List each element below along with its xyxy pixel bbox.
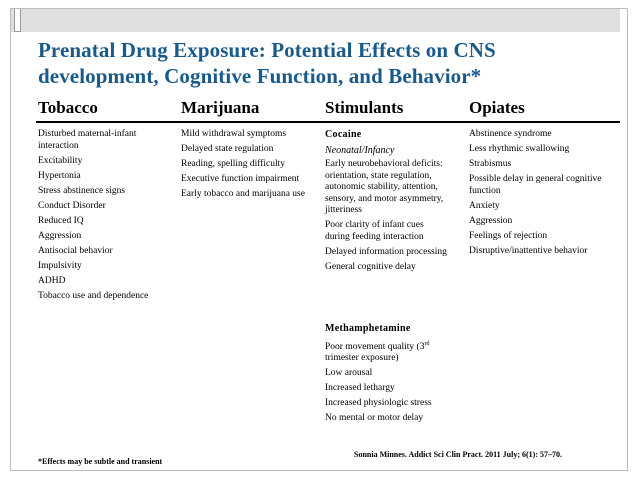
list-item: Reading, spelling difficulty: [181, 159, 286, 169]
list-item: Early tobacco and marijuana use: [181, 189, 305, 199]
list-item: Mild withdrawal symptoms: [181, 129, 287, 139]
title-line-1: Prenatal Drug Exposure: Potential Effects on CNS: [38, 38, 496, 62]
list-item: Impulsivity: [38, 260, 82, 271]
list-item: Anxiety: [469, 200, 500, 211]
header-tobacco: Tobacco: [38, 98, 98, 117]
list-item: Excitability: [38, 155, 83, 166]
list-item: Conduct Disorder: [38, 200, 106, 211]
cocaine-label: Cocaine: [325, 129, 362, 140]
marijuana-column: [181, 129, 311, 204]
list-item: Delayed state regulation: [181, 144, 274, 154]
list-item: Early neurobehavioral deficits: orientation, state regulation, autonomic stability, attention, sensory, and motor asymmetry, jitteriness: [325, 159, 444, 215]
list-item: No mental or motor delay: [325, 413, 424, 424]
opiates-column: [469, 129, 609, 261]
stimulants-meth-section: [325, 323, 450, 428]
meth-first-post: trimester exposure): [325, 353, 399, 364]
header-marijuana: Marijuana: [181, 98, 260, 117]
meth-first-pre: Poor movement quality (3: [325, 341, 425, 352]
list-item: Hypertonia: [38, 170, 81, 181]
list-item: Poor clarity of infant cues during feeding interaction: [325, 220, 424, 242]
list-item: [325, 339, 450, 365]
list-item: Disruptive/inattentive behavior: [469, 245, 588, 256]
list-item: Stress abstinence signs: [38, 185, 126, 196]
stimulants-cocaine-section: [325, 129, 450, 277]
list-item: Increased physiologic stress: [325, 398, 432, 409]
list-item: Abstinence syndrome: [469, 129, 552, 139]
list-item: ADHD: [38, 275, 66, 286]
cocaine-sublabel: Neonatal/Infancy: [325, 144, 395, 156]
header-rule: [36, 121, 620, 123]
list-item: General cognitive delay: [325, 261, 416, 272]
tobacco-column: [38, 129, 178, 306]
list-item: Less rhythmic swallowing: [469, 144, 570, 154]
list-item: Possible delay in general cognitive function: [469, 174, 602, 196]
list-item: Reduced IQ: [38, 215, 84, 226]
list-item: Aggression: [469, 215, 513, 226]
title-line-2: development, Cognitive Function, and Behavior*: [38, 64, 482, 88]
header-stimulants: Stimulants: [325, 98, 404, 117]
meth-first-sup: rd: [424, 340, 430, 347]
list-item: Increased lethargy: [325, 383, 395, 394]
citation: Sonnia Minnes. Addict Sci Clin Pract. 2011 July; 6(1): 57–70.: [354, 450, 563, 459]
header-opiates: Opiates: [469, 98, 525, 117]
list-item: Low arousal: [325, 368, 373, 379]
list-item: Disturbed maternal-infant interaction: [38, 129, 137, 151]
footnote: *Effects may be subtle and transient: [38, 457, 163, 466]
list-item: Tobacco use and dependence: [38, 290, 149, 301]
list-item: Delayed information processing: [325, 246, 447, 257]
meth-label: Methamphetamine: [325, 323, 411, 334]
slide-title: [38, 37, 618, 89]
list-item: Executive function impairment: [181, 174, 300, 184]
list-item: Strabismus: [469, 159, 512, 169]
list-item: Aggression: [38, 230, 82, 241]
list-item: Feelings of rejection: [469, 230, 548, 241]
list-item: Antisocial behavior: [38, 245, 113, 256]
